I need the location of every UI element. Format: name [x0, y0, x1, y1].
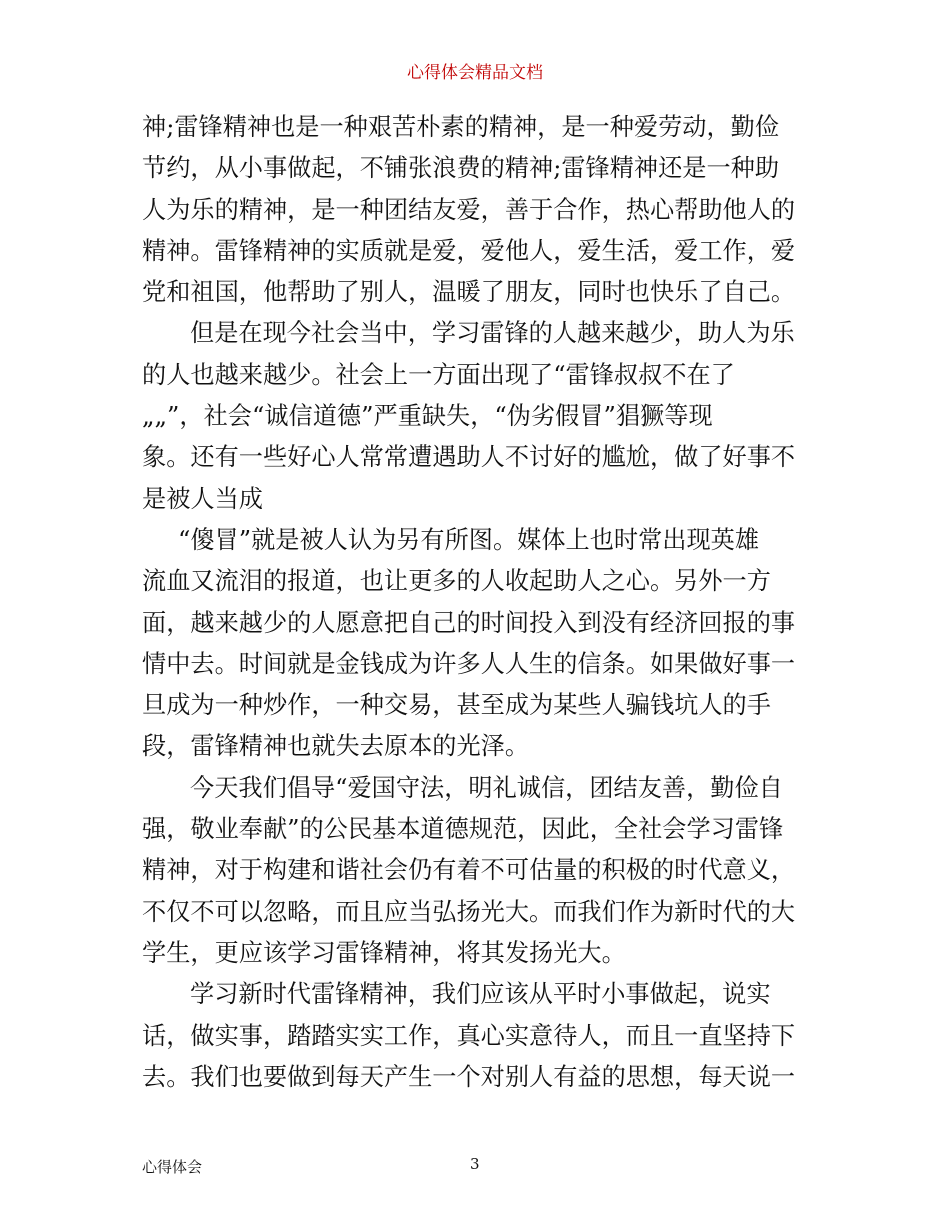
body-line: 面，越来越少的人愿意把自己的时间投入到没有经济回报的事	[142, 608, 796, 637]
body-line: 节约，从小事做起，不铺张浪费的精神;雷锋精神还是一种助	[142, 154, 780, 183]
paragraph-first-line: “傻冒”就是被人认为另有所图。媒体上也时常出现英雄	[178, 525, 760, 554]
footer-label: 心得体会	[142, 1158, 203, 1176]
body-line: 流血又流泪的报道，也让更多的人收起助人之心。另外一方	[142, 567, 771, 596]
body-line: 学生，更应该学习雷锋精神，将其发扬光大。	[142, 938, 626, 967]
body-line: 情中去。时间就是金钱成为许多人人生的信条。如果做好事一	[142, 649, 796, 678]
body-line: 精神。雷锋精神的实质就是爱，爱他人，爱生活，爱工作，爱	[142, 236, 796, 265]
paragraph-first-line: 今天我们倡导“爱国守法，明礼诚信，团结友善，勤俭自	[190, 773, 783, 802]
body-line: 强，敬业奉献”的公民基本道德规范，因此，全社会学习雷锋	[142, 815, 784, 844]
body-line: 神;雷锋精神也是一种艰苦朴素的精神，是一种爱劳动，勤俭	[142, 113, 780, 141]
body-line: 旦成为一种炒作，一种交易，甚至成为某些人骗钱坑人的手	[142, 691, 771, 720]
page-number: 3	[470, 1155, 480, 1173]
body-line: 精神，对于构建和谐社会仍有着不可估量的积极的时代意义，	[142, 856, 796, 885]
body-line: 段，雷锋精神也就失去原本的光泽。	[142, 732, 530, 761]
body-line: 是被人当成	[142, 484, 263, 513]
body-line: 不仅不可以忽略，而且应当弘扬光大。而我们作为新时代的大	[142, 897, 796, 926]
paragraph-first-line: 但是在现今社会当中，学习雷锋的人越来越少，助人为乐	[190, 319, 795, 348]
body-line: „„”，社会“诚信道德”严重缺失，“伪劣假冒”猖獗等现	[142, 402, 713, 431]
body-line: 话，做实事，踏踏实实工作，真心实意待人，而且一直坚持下	[142, 1021, 796, 1050]
body-line: 人为乐的精神，是一种团结友爱，善于合作，热心帮助他人的	[142, 195, 796, 224]
page-header-title: 心得体会精品文档	[407, 63, 543, 83]
body-line: 党和祖国，他帮助了别人，温暖了朋友，同时也快乐了自己。	[142, 278, 796, 307]
document-body	[142, 107, 812, 1098]
body-line: 象。还有一些好心人常常遭遇助人不讨好的尴尬，做了好事不	[142, 443, 796, 472]
paragraph-first-line: 学习新时代雷锋精神，我们应该从平时小事做起，说实	[190, 980, 771, 1009]
body-line: 的人也越来越少。社会上一方面出现了“雷锋叔叔不在了	[142, 360, 735, 389]
body-line: 去。我们也要做到每天产生一个对别人有益的思想，每天说一	[142, 1062, 796, 1091]
